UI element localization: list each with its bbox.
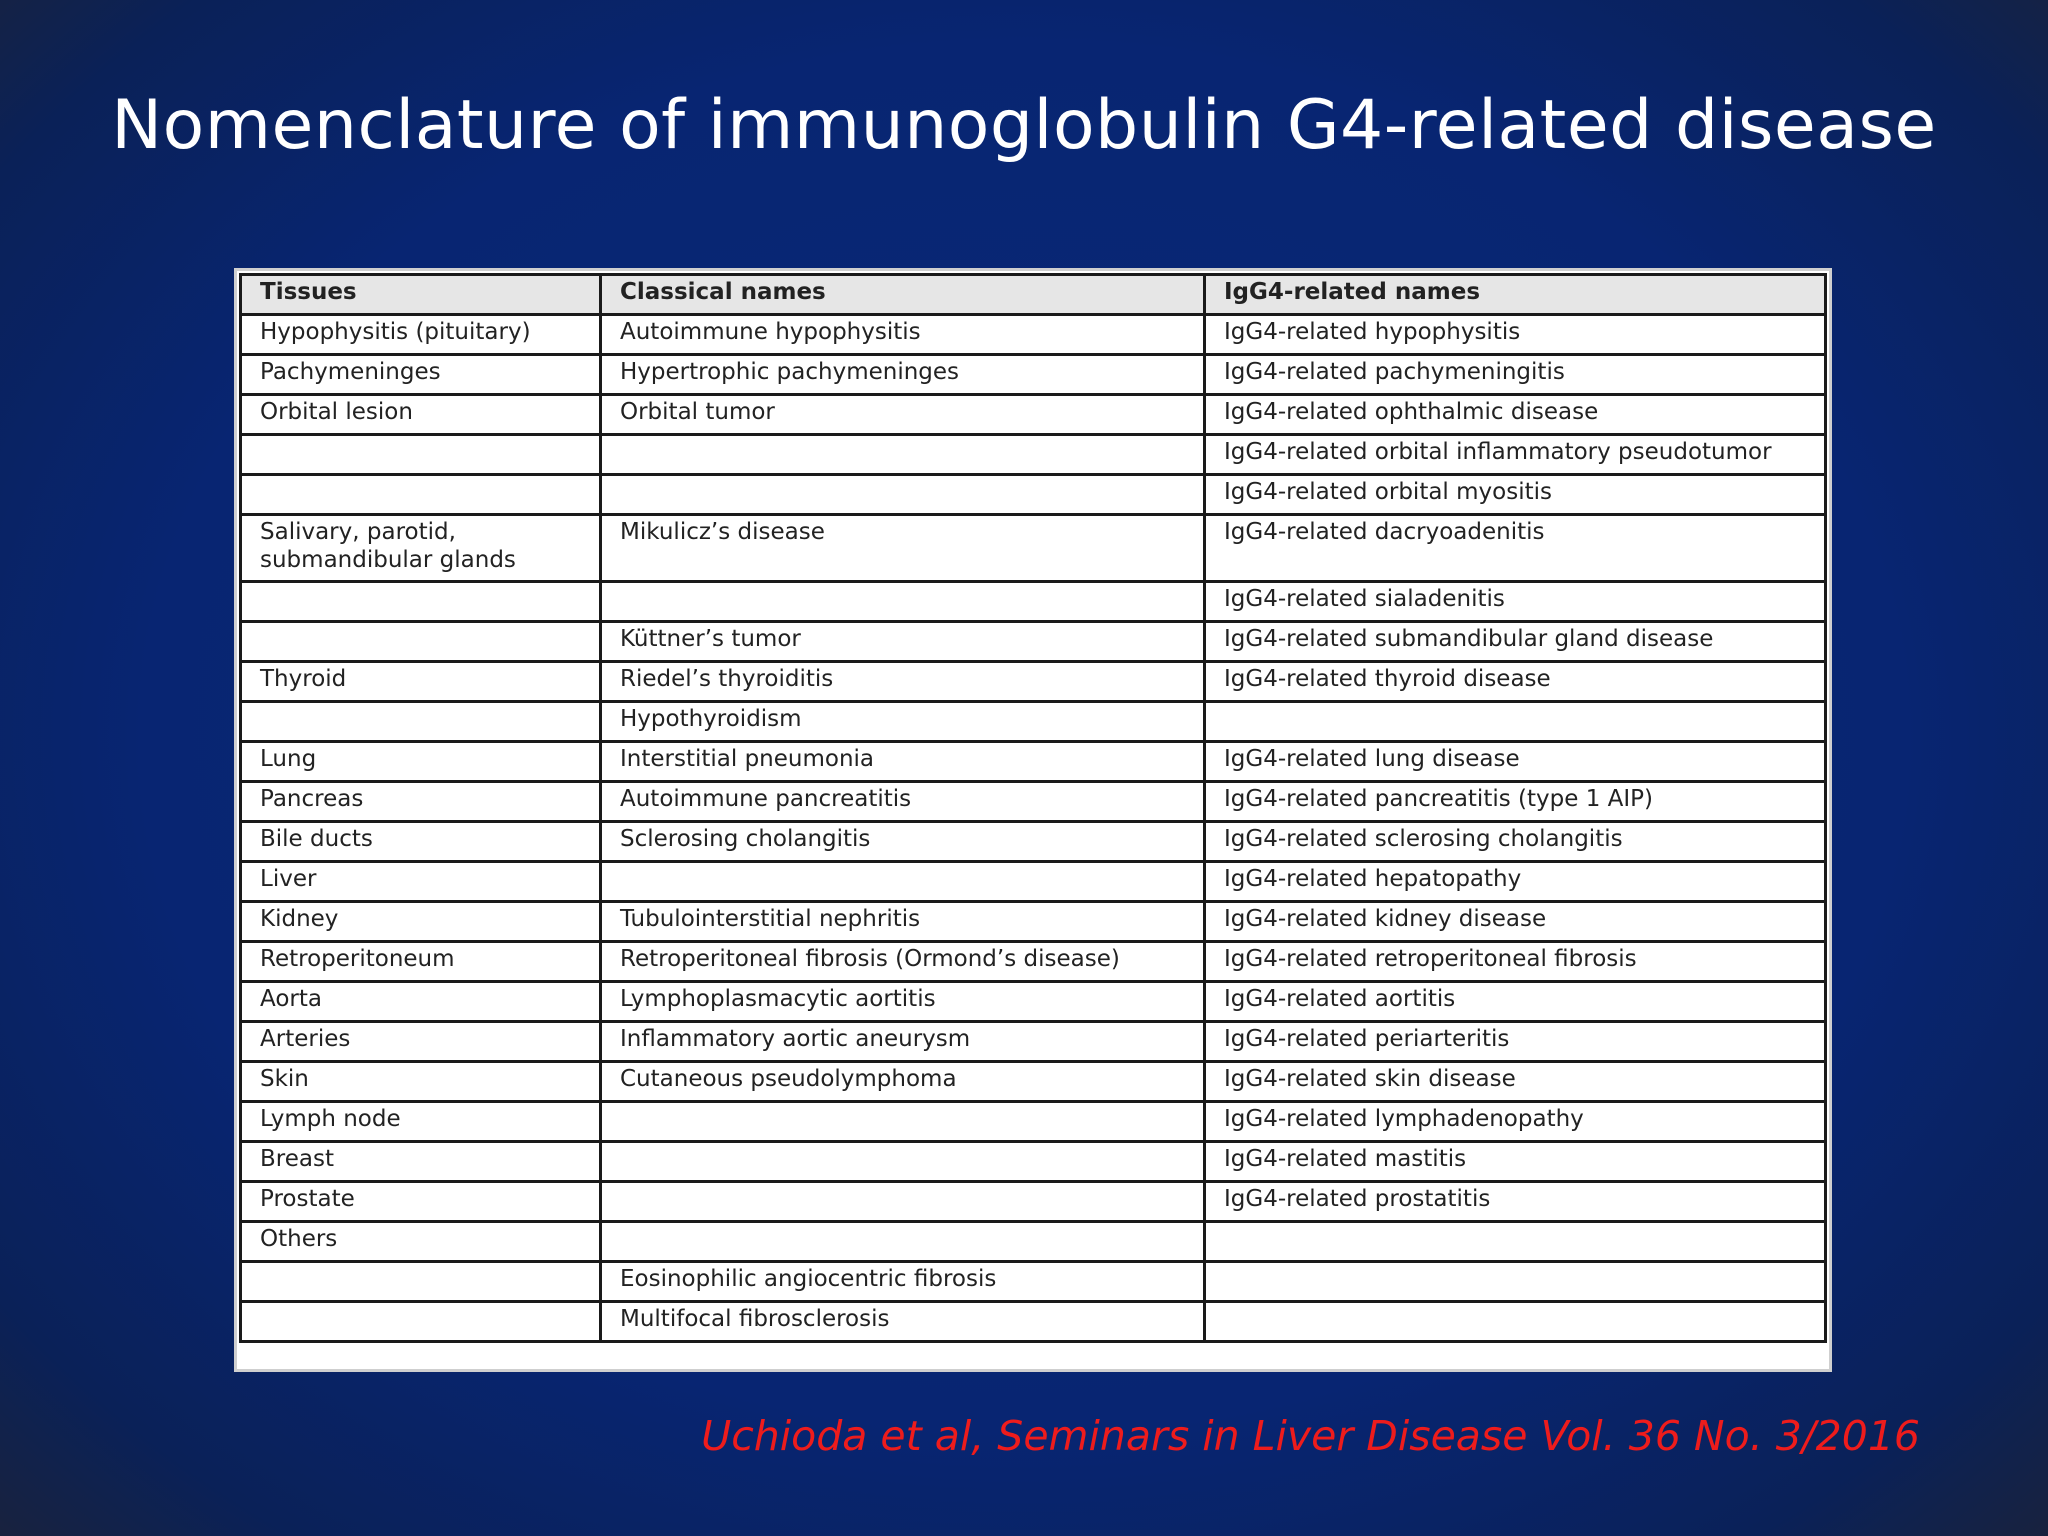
igg4-name-cell: IgG4-related pachymeningitis: [1205, 355, 1826, 395]
table-row: [241, 1062, 1826, 1102]
table-header-row: [241, 275, 1826, 315]
classical-name-cell: [601, 1182, 1205, 1222]
igg4-name-cell: [1205, 1262, 1826, 1302]
igg4-name-cell: IgG4-related periarteritis: [1205, 1022, 1826, 1062]
header-tissues: Tissues: [241, 275, 601, 315]
tissue-cell: Lung: [241, 742, 601, 782]
tissue-cell: Pachymeninges: [241, 355, 601, 395]
igg4-name-cell: IgG4-related ophthalmic disease: [1205, 395, 1826, 435]
tissue-cell: Skin: [241, 1062, 601, 1102]
igg4-name-cell: IgG4-related hepatopathy: [1205, 862, 1826, 902]
table-row: [241, 1022, 1826, 1062]
classical-name-cell: [601, 1102, 1205, 1142]
nomenclature-table-panel: [234, 268, 1832, 1372]
igg4-name-cell: IgG4-related lung disease: [1205, 742, 1826, 782]
igg4-name-cell: IgG4-related orbital inflammatory pseudotumor: [1205, 435, 1826, 475]
table-row: [241, 622, 1826, 662]
nomenclature-table: [239, 273, 1827, 1343]
classical-name-cell: Hypothyroidism: [601, 702, 1205, 742]
igg4-name-cell: [1205, 1302, 1826, 1342]
table-row: [241, 982, 1826, 1022]
table-row: [241, 395, 1826, 435]
tissue-cell: [241, 1262, 601, 1302]
table-row: [241, 1182, 1826, 1222]
classical-name-cell: Retroperitoneal fibrosis (Ormond’s disease): [601, 942, 1205, 982]
classical-name-cell: Eosinophilic angiocentric fibrosis: [601, 1262, 1205, 1302]
table-row: [241, 782, 1826, 822]
igg4-name-cell: [1205, 1222, 1826, 1262]
table-row: [241, 582, 1826, 622]
tissue-cell: Liver: [241, 862, 601, 902]
tissue-cell: Orbital lesion: [241, 395, 601, 435]
classical-name-cell: Multifocal fibrosclerosis: [601, 1302, 1205, 1342]
tissue-cell: Retroperitoneum: [241, 942, 601, 982]
igg4-name-cell: IgG4-related pancreatitis (type 1 AIP): [1205, 782, 1826, 822]
igg4-name-cell: IgG4-related prostatitis: [1205, 1182, 1826, 1222]
igg4-name-cell: IgG4-related aortitis: [1205, 982, 1826, 1022]
tissue-cell: Bile ducts: [241, 822, 601, 862]
igg4-name-cell: IgG4-related skin disease: [1205, 1062, 1826, 1102]
tissue-cell: [241, 1302, 601, 1342]
tissue-cell: Arteries: [241, 1022, 601, 1062]
igg4-name-cell: IgG4-related submandibular gland disease: [1205, 622, 1826, 662]
tissue-cell: Others: [241, 1222, 601, 1262]
igg4-name-cell: IgG4-related lymphadenopathy: [1205, 1102, 1826, 1142]
table-row: [241, 942, 1826, 982]
igg4-name-cell: IgG4-related hypophysitis: [1205, 315, 1826, 355]
tissue-cell: [241, 435, 601, 475]
igg4-name-cell: IgG4-related sclerosing cholangitis: [1205, 822, 1826, 862]
classical-name-cell: Hypertrophic pachymeninges: [601, 355, 1205, 395]
classical-name-cell: Lymphoplasmacytic aortitis: [601, 982, 1205, 1022]
igg4-name-cell: IgG4-related mastitis: [1205, 1142, 1826, 1182]
classical-name-cell: Autoimmune pancreatitis: [601, 782, 1205, 822]
classical-name-cell: Küttner’s tumor: [601, 622, 1205, 662]
table-row: [241, 1262, 1826, 1302]
tissue-cell: Lymph node: [241, 1102, 601, 1142]
table-row: [241, 435, 1826, 475]
tissue-cell: Aorta: [241, 982, 601, 1022]
table-row: [241, 702, 1826, 742]
table-row: [241, 515, 1826, 582]
header-classical-names: Classical names: [601, 275, 1205, 315]
table-row: [241, 475, 1826, 515]
tissue-cell: Hypophysitis (pituitary): [241, 315, 601, 355]
classical-name-cell: Orbital tumor: [601, 395, 1205, 435]
header-igg4-related-names: IgG4-related names: [1205, 275, 1826, 315]
tissue-cell: Prostate: [241, 1182, 601, 1222]
table-row: [241, 355, 1826, 395]
tissue-cell: Kidney: [241, 902, 601, 942]
tissue-cell: [241, 702, 601, 742]
igg4-name-cell: IgG4-related thyroid disease: [1205, 662, 1826, 702]
tissue-cell: Breast: [241, 1142, 601, 1182]
table-row: [241, 1142, 1826, 1182]
igg4-name-cell: IgG4-related dacryoadenitis: [1205, 515, 1826, 582]
table-row: [241, 742, 1826, 782]
classical-name-cell: Cutaneous pseudolymphoma: [601, 1062, 1205, 1102]
classical-name-cell: [601, 862, 1205, 902]
classical-name-cell: Sclerosing cholangitis: [601, 822, 1205, 862]
tissue-cell: Salivary, parotid, submandibular glands: [241, 515, 601, 582]
tissue-cell: Pancreas: [241, 782, 601, 822]
table-row: [241, 1222, 1826, 1262]
igg4-name-cell: IgG4-related orbital myositis: [1205, 475, 1826, 515]
classical-name-cell: [601, 1142, 1205, 1182]
table-row: [241, 862, 1826, 902]
igg4-name-cell: IgG4-related kidney disease: [1205, 902, 1826, 942]
table-row: [241, 822, 1826, 862]
classical-name-cell: [601, 435, 1205, 475]
classical-name-cell: Autoimmune hypophysitis: [601, 315, 1205, 355]
tissue-cell: [241, 475, 601, 515]
tissue-cell: Thyroid: [241, 662, 601, 702]
table-row: [241, 1102, 1826, 1142]
igg4-name-cell: IgG4-related sialadenitis: [1205, 582, 1826, 622]
classical-name-cell: Inflammatory aortic aneurysm: [601, 1022, 1205, 1062]
classical-name-cell: [601, 475, 1205, 515]
citation: Uchioda et al, Seminars in Liver Disease Vol. 36 No. 3/2016: [701, 1412, 1920, 1460]
classical-name-cell: Interstitial pneumonia: [601, 742, 1205, 782]
classical-name-cell: [601, 1222, 1205, 1262]
tissue-cell: [241, 582, 601, 622]
table-row: [241, 662, 1826, 702]
igg4-name-cell: [1205, 702, 1826, 742]
tissue-cell: [241, 622, 601, 662]
classical-name-cell: Mikulicz’s disease: [601, 515, 1205, 582]
table-row: [241, 1302, 1826, 1342]
table-row: [241, 315, 1826, 355]
classical-name-cell: [601, 582, 1205, 622]
classical-name-cell: Riedel’s thyroiditis: [601, 662, 1205, 702]
slide-title: Nomenclature of immunoglobulin G4-related disease: [111, 86, 1937, 165]
igg4-name-cell: IgG4-related retroperitoneal fibrosis: [1205, 942, 1826, 982]
classical-name-cell: Tubulointerstitial nephritis: [601, 902, 1205, 942]
table-row: [241, 902, 1826, 942]
